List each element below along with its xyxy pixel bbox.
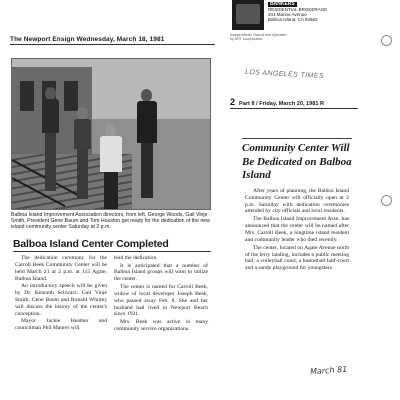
ensign-column-2 — [114, 255, 208, 333]
times-p2: The Balboa Island Improvement Assn. has announced that the center will be named after Mrs. Carroll Beek, a longtime island resident and community leader who died recently. — [245, 216, 349, 243]
handwritten-source-label: LOS ANGELES TIMES — [244, 68, 325, 81]
ensign-col1-p1: The dedication ceremony for the Carroll Beek Community Center will be held March 21 at 2 p.m. at 115 Agate, Balboa Island. — [15, 255, 107, 282]
ensign-col2-p2: It is anticipated that a number of Balboa Island groups will want to utilize the center. — [114, 262, 208, 283]
ad-line-2: 201 Marine Avenue — [268, 12, 307, 17]
times-p3: The center, located on Agate Avenue north of the ferry landing, includes a public meeting hall, a volleyball court, a basketball half-court and a sandy playground for youngsters. — [245, 244, 349, 272]
ad-line-3: Balboa Island, CA 92662 — [268, 17, 318, 22]
ad-brand: BANKERS — [270, 1, 295, 7]
section-dateline — [230, 97, 324, 107]
ad-caption: Independently Owned and Operated by NRT Incorporated — [230, 33, 287, 41]
handwritten-date-note: March 81 — [309, 364, 348, 377]
punch-hole-top — [381, 35, 392, 46]
part-text: Part II / Friday, March 20, 1981 R — [239, 101, 325, 107]
ensign-col2-p4: Mrs. Beek was active in many community service organizations. — [114, 318, 208, 332]
newspaper-masthead: The Newport Ensign Wednesday, March 18, 1981 — [10, 36, 165, 43]
photo-caption: Balboa Island Improvement Association directors, from left, George Woods, Gail Vinje Smith, President Gene Baum and Tom Houston get ready for the dedication of the new island community center Saturday at 2 p.m. — [11, 212, 210, 230]
ensign-col1-p3: Mayor Jackie Heather and councilman Phil Maurer will — [15, 318, 107, 332]
times-p1: After years of planning, the Balboa Island Community Center will officially open at 2 p.m. Saturday with dedication ceremonies attended by city officials and local residents. — [245, 188, 349, 215]
ensign-headline: Balboa Island Center Completed — [13, 238, 169, 250]
headline-rule — [13, 251, 211, 252]
punch-hole-middle — [381, 195, 392, 206]
times-column — [245, 188, 349, 273]
ensign-column-1 — [15, 255, 107, 333]
ad-text-block — [268, 1, 338, 22]
ad-logo-photo — [232, 0, 264, 30]
headline-top-rule — [242, 138, 352, 139]
ensign-col2-p3: The center is named for Carroll Beek, widow of local developer Joseph Beek, who passed away Feb. 8. She and her husband had lived in Newport Beach since 1921. — [114, 283, 208, 318]
part-number: 2 — [230, 97, 236, 107]
ensign-col2-p1: lead the dedication. — [114, 255, 158, 261]
times-headline: Community Center Will Be Dedicated on Balboa Island — [242, 142, 352, 181]
masthead-rule — [10, 44, 215, 45]
ensign-col1-p2: An introductory speech will be given by Dr. Kenneth Schwarz. Gail Vinje Smith, Gene Baum and Ronald Whitley will discuss the history of the center's conception. — [15, 283, 107, 317]
dateline-rule — [230, 108, 358, 109]
ad-line-1: RESIDENTIAL BROKERAGE — [268, 7, 328, 12]
directors-photo — [11, 58, 211, 210]
